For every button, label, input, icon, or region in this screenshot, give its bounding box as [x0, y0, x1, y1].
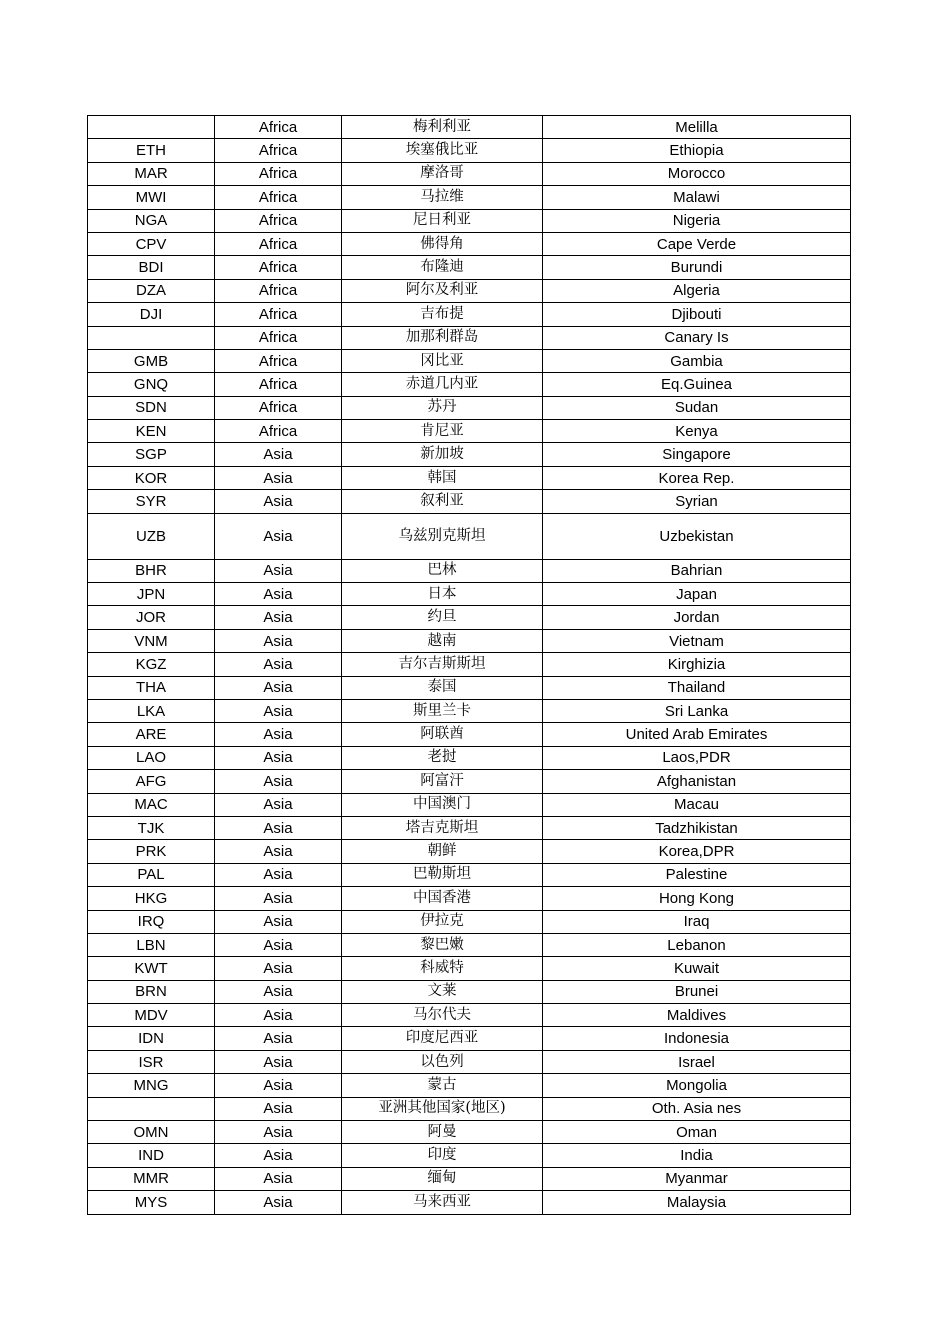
chinese-name-cell: 科威特 [342, 957, 543, 980]
english-name-cell: Thailand [543, 676, 851, 699]
table-row [88, 980, 851, 1003]
english-name-cell: Malaysia [543, 1191, 851, 1214]
table-row [88, 676, 851, 699]
region-cell: Asia [215, 1050, 342, 1073]
region-cell: Asia [215, 1191, 342, 1214]
country-code-cell: ISR [88, 1050, 215, 1073]
country-code-cell: SGP [88, 443, 215, 466]
table-row [88, 303, 851, 326]
table-row [88, 723, 851, 746]
table-row [88, 583, 851, 606]
country-code-cell: BDI [88, 256, 215, 279]
country-code-cell: ETH [88, 139, 215, 162]
chinese-name-cell: 阿尔及利亚 [342, 279, 543, 302]
english-name-cell: Korea Rep. [543, 466, 851, 489]
chinese-name-cell: 越南 [342, 629, 543, 652]
table-row [88, 1050, 851, 1073]
region-cell: Africa [215, 256, 342, 279]
table-row [88, 1167, 851, 1190]
table-row [88, 1144, 851, 1167]
chinese-name-cell: 文莱 [342, 980, 543, 1003]
region-cell: Asia [215, 490, 342, 513]
table-row [88, 770, 851, 793]
country-code-cell: MAR [88, 162, 215, 185]
table-row [88, 1097, 851, 1120]
country-code-cell: MAC [88, 793, 215, 816]
english-name-cell: Kirghizia [543, 653, 851, 676]
chinese-name-cell: 日本 [342, 583, 543, 606]
english-name-cell: Vietnam [543, 629, 851, 652]
chinese-name-cell: 摩洛哥 [342, 162, 543, 185]
english-name-cell: Brunei [543, 980, 851, 1003]
table-row [88, 513, 851, 559]
country-code-cell: MNG [88, 1074, 215, 1097]
region-cell: Asia [215, 770, 342, 793]
country-code-cell: TJK [88, 816, 215, 839]
region-cell: Asia [215, 466, 342, 489]
region-cell: Africa [215, 186, 342, 209]
english-name-cell: Tadzhikistan [543, 816, 851, 839]
region-cell: Asia [215, 1167, 342, 1190]
region-cell: Africa [215, 232, 342, 255]
country-code-cell: DZA [88, 279, 215, 302]
chinese-name-cell: 以色列 [342, 1050, 543, 1073]
english-name-cell: Gambia [543, 349, 851, 372]
english-name-cell: Maldives [543, 1004, 851, 1027]
table-row [88, 326, 851, 349]
english-name-cell: Oth. Asia nes [543, 1097, 851, 1120]
region-cell: Asia [215, 629, 342, 652]
country-code-cell: MWI [88, 186, 215, 209]
english-name-cell: Mongolia [543, 1074, 851, 1097]
country-code-cell: KGZ [88, 653, 215, 676]
table-row [88, 559, 851, 582]
region-cell: Asia [215, 1144, 342, 1167]
english-name-cell: Laos,PDR [543, 746, 851, 769]
country-code-cell: MDV [88, 1004, 215, 1027]
region-cell: Africa [215, 162, 342, 185]
chinese-name-cell: 蒙古 [342, 1074, 543, 1097]
english-name-cell: Myanmar [543, 1167, 851, 1190]
english-name-cell: Malawi [543, 186, 851, 209]
chinese-name-cell: 苏丹 [342, 396, 543, 419]
country-code-cell: BHR [88, 559, 215, 582]
region-cell: Asia [215, 559, 342, 582]
country-code-cell: GMB [88, 349, 215, 372]
chinese-name-cell: 伊拉克 [342, 910, 543, 933]
english-name-cell: Algeria [543, 279, 851, 302]
region-cell: Africa [215, 139, 342, 162]
country-code-cell: AFG [88, 770, 215, 793]
english-name-cell: Canary Is [543, 326, 851, 349]
country-code-cell: NGA [88, 209, 215, 232]
english-name-cell: Oman [543, 1121, 851, 1144]
region-cell: Asia [215, 980, 342, 1003]
table-row [88, 162, 851, 185]
english-name-cell: Syrian [543, 490, 851, 513]
table-row [88, 957, 851, 980]
chinese-name-cell: 尼日利亚 [342, 209, 543, 232]
country-code-cell [88, 326, 215, 349]
country-code-cell: MYS [88, 1191, 215, 1214]
chinese-name-cell: 阿富汗 [342, 770, 543, 793]
table-row [88, 1004, 851, 1027]
english-name-cell: Bahrian [543, 559, 851, 582]
english-name-cell: Morocco [543, 162, 851, 185]
chinese-name-cell: 加那利群岛 [342, 326, 543, 349]
english-name-cell: Eq.Guinea [543, 373, 851, 396]
english-name-cell: Iraq [543, 910, 851, 933]
country-code-cell: MMR [88, 1167, 215, 1190]
table-row [88, 629, 851, 652]
region-cell: Asia [215, 793, 342, 816]
english-name-cell: Japan [543, 583, 851, 606]
table-row [88, 373, 851, 396]
table-row [88, 793, 851, 816]
country-code-cell: SYR [88, 490, 215, 513]
country-code-cell: SDN [88, 396, 215, 419]
chinese-name-cell: 斯里兰卡 [342, 699, 543, 722]
country-code-cell: KOR [88, 466, 215, 489]
english-name-cell: India [543, 1144, 851, 1167]
table-row [88, 466, 851, 489]
chinese-name-cell: 阿曼 [342, 1121, 543, 1144]
table-row [88, 910, 851, 933]
region-cell: Asia [215, 583, 342, 606]
english-name-cell: Korea,DPR [543, 840, 851, 863]
chinese-name-cell: 佛得角 [342, 232, 543, 255]
chinese-name-cell: 韩国 [342, 466, 543, 489]
country-code-cell: BRN [88, 980, 215, 1003]
table-row [88, 256, 851, 279]
english-name-cell: Djibouti [543, 303, 851, 326]
country-code-cell: DJI [88, 303, 215, 326]
table-row [88, 1191, 851, 1214]
english-name-cell: Afghanistan [543, 770, 851, 793]
chinese-name-cell: 巴勒斯坦 [342, 863, 543, 886]
chinese-name-cell: 马拉维 [342, 186, 543, 209]
english-name-cell: Lebanon [543, 933, 851, 956]
region-cell: Africa [215, 420, 342, 443]
english-name-cell: Nigeria [543, 209, 851, 232]
region-cell: Asia [215, 933, 342, 956]
chinese-name-cell: 亚洲其他国家(地区) [342, 1097, 543, 1120]
english-name-cell: Melilla [543, 116, 851, 139]
country-code-cell: VNM [88, 629, 215, 652]
region-cell: Asia [215, 723, 342, 746]
chinese-name-cell: 赤道几内亚 [342, 373, 543, 396]
table-row [88, 443, 851, 466]
country-code-cell: IDN [88, 1027, 215, 1050]
country-code-cell: CPV [88, 232, 215, 255]
table-row [88, 349, 851, 372]
region-cell: Asia [215, 513, 342, 559]
table-row [88, 653, 851, 676]
chinese-name-cell: 梅利利亚 [342, 116, 543, 139]
english-name-cell: Uzbekistan [543, 513, 851, 559]
chinese-name-cell: 中国澳门 [342, 793, 543, 816]
region-cell: Asia [215, 957, 342, 980]
country-code-cell: LKA [88, 699, 215, 722]
region-cell: Asia [215, 1027, 342, 1050]
region-cell: Asia [215, 1074, 342, 1097]
region-cell: Africa [215, 349, 342, 372]
region-cell: Asia [215, 816, 342, 839]
chinese-name-cell: 巴林 [342, 559, 543, 582]
english-name-cell: Hong Kong [543, 887, 851, 910]
chinese-name-cell: 黎巴嫩 [342, 933, 543, 956]
region-cell: Africa [215, 116, 342, 139]
region-cell: Asia [215, 1121, 342, 1144]
chinese-name-cell: 冈比亚 [342, 349, 543, 372]
table-row [88, 186, 851, 209]
table-row [88, 1027, 851, 1050]
country-code-cell: KEN [88, 420, 215, 443]
table-row [88, 1121, 851, 1144]
country-code-cell [88, 116, 215, 139]
chinese-name-cell: 吉布提 [342, 303, 543, 326]
english-name-cell: Israel [543, 1050, 851, 1073]
table-row [88, 699, 851, 722]
chinese-name-cell: 马尔代夫 [342, 1004, 543, 1027]
table-row [88, 1074, 851, 1097]
table-row [88, 139, 851, 162]
region-cell: Asia [215, 699, 342, 722]
chinese-name-cell: 老挝 [342, 746, 543, 769]
table-row [88, 816, 851, 839]
table-row [88, 209, 851, 232]
table-row [88, 116, 851, 139]
region-cell: Asia [215, 910, 342, 933]
chinese-name-cell: 朝鲜 [342, 840, 543, 863]
chinese-name-cell: 乌兹别克斯坦 [342, 513, 543, 559]
chinese-name-cell: 布隆迪 [342, 256, 543, 279]
country-code-cell: THA [88, 676, 215, 699]
country-code-cell [88, 1097, 215, 1120]
table-row [88, 606, 851, 629]
country-code-cell: KWT [88, 957, 215, 980]
chinese-name-cell: 新加坡 [342, 443, 543, 466]
chinese-name-cell: 塔吉克斯坦 [342, 816, 543, 839]
country-code-cell: HKG [88, 887, 215, 910]
country-code-cell: PRK [88, 840, 215, 863]
country-code-cell: OMN [88, 1121, 215, 1144]
region-cell: Asia [215, 840, 342, 863]
region-cell: Asia [215, 443, 342, 466]
country-code-cell: LAO [88, 746, 215, 769]
english-name-cell: Jordan [543, 606, 851, 629]
country-code-cell: JPN [88, 583, 215, 606]
chinese-name-cell: 印度尼西亚 [342, 1027, 543, 1050]
chinese-name-cell: 肯尼亚 [342, 420, 543, 443]
english-name-cell: Palestine [543, 863, 851, 886]
english-name-cell: Kuwait [543, 957, 851, 980]
table-row [88, 279, 851, 302]
english-name-cell: Sudan [543, 396, 851, 419]
english-name-cell: Ethiopia [543, 139, 851, 162]
region-cell: Africa [215, 373, 342, 396]
country-code-cell: LBN [88, 933, 215, 956]
chinese-name-cell: 叙利亚 [342, 490, 543, 513]
chinese-name-cell: 吉尔吉斯斯坦 [342, 653, 543, 676]
country-code-cell: UZB [88, 513, 215, 559]
region-cell: Asia [215, 1004, 342, 1027]
english-name-cell: Singapore [543, 443, 851, 466]
region-cell: Asia [215, 1097, 342, 1120]
region-cell: Asia [215, 863, 342, 886]
chinese-name-cell: 印度 [342, 1144, 543, 1167]
chinese-name-cell: 阿联酋 [342, 723, 543, 746]
region-cell: Asia [215, 676, 342, 699]
country-table-body [88, 116, 851, 1215]
country-code-cell: IND [88, 1144, 215, 1167]
region-cell: Africa [215, 209, 342, 232]
chinese-name-cell: 约旦 [342, 606, 543, 629]
english-name-cell: Kenya [543, 420, 851, 443]
english-name-cell: Burundi [543, 256, 851, 279]
english-name-cell: Indonesia [543, 1027, 851, 1050]
table-row [88, 746, 851, 769]
table-row [88, 232, 851, 255]
chinese-name-cell: 泰国 [342, 676, 543, 699]
region-cell: Asia [215, 606, 342, 629]
region-cell: Africa [215, 396, 342, 419]
region-cell: Asia [215, 653, 342, 676]
country-code-cell: JOR [88, 606, 215, 629]
country-code-cell: GNQ [88, 373, 215, 396]
table-row [88, 840, 851, 863]
chinese-name-cell: 中国香港 [342, 887, 543, 910]
country-code-cell: PAL [88, 863, 215, 886]
english-name-cell: Macau [543, 793, 851, 816]
chinese-name-cell: 缅甸 [342, 1167, 543, 1190]
region-cell: Africa [215, 279, 342, 302]
table-row [88, 933, 851, 956]
region-cell: Africa [215, 326, 342, 349]
region-cell: Asia [215, 746, 342, 769]
chinese-name-cell: 埃塞俄比亚 [342, 139, 543, 162]
chinese-name-cell: 马来西亚 [342, 1191, 543, 1214]
table-row [88, 420, 851, 443]
english-name-cell: Sri Lanka [543, 699, 851, 722]
country-code-cell: ARE [88, 723, 215, 746]
table-row [88, 887, 851, 910]
country-table [87, 115, 851, 1215]
table-row [88, 863, 851, 886]
region-cell: Asia [215, 887, 342, 910]
table-row [88, 396, 851, 419]
english-name-cell: United Arab Emirates [543, 723, 851, 746]
region-cell: Africa [215, 303, 342, 326]
country-code-cell: IRQ [88, 910, 215, 933]
english-name-cell: Cape Verde [543, 232, 851, 255]
table-row [88, 490, 851, 513]
